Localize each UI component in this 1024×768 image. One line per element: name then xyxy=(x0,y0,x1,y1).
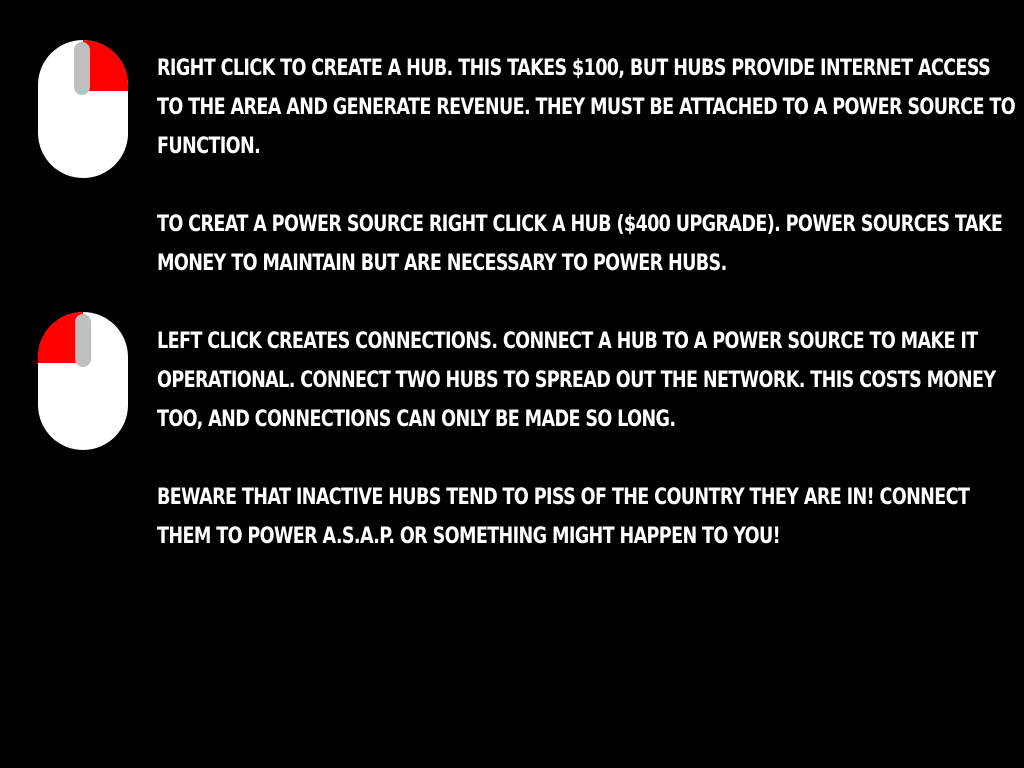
connection-instructions: LEFT CLICK CREATES CONNECTIONS. CONNECT A HUB TO A POWER SOURCE TO MAKE IT OPERATIONAL. CONNECT TWO HUBS TO SPREAD OUT THE NETWORK. THIS COSTS MONEY TOO, AND CONNECTIONS CAN ONLY BE MADE SO LONG. xyxy=(157,329,996,432)
mouse-left-click-icon xyxy=(38,312,128,450)
inactive-hub-warning: BEWARE THAT INACTIVE HUBS TEND TO PISS OF THE COUNTRY THEY ARE IN! CONNECT THEM TO POWER A.S.A.P. OR SOMETHING MIGHT HAPPEN TO YOU! xyxy=(157,485,970,549)
hub-creation-instructions: RIGHT CLICK TO CREATE A HUB. THIS TAKES $100, BUT HUBS PROVIDE INTERNET ACCESS TO THE AREA AND GENERATE REVENUE. THEY MUST BE ATTACHED TO A POWER SOURCE TO FUNCTION. xyxy=(157,56,1016,159)
mouse-right-click-icon xyxy=(38,40,128,178)
power-source-instructions: TO CREAT A POWER SOURCE RIGHT CLICK A HUB ($400 UPGRADE). POWER SOURCES TAKE MONEY TO MAINTAIN BUT ARE NECESSARY TO POWER HUBS. xyxy=(157,212,1003,276)
